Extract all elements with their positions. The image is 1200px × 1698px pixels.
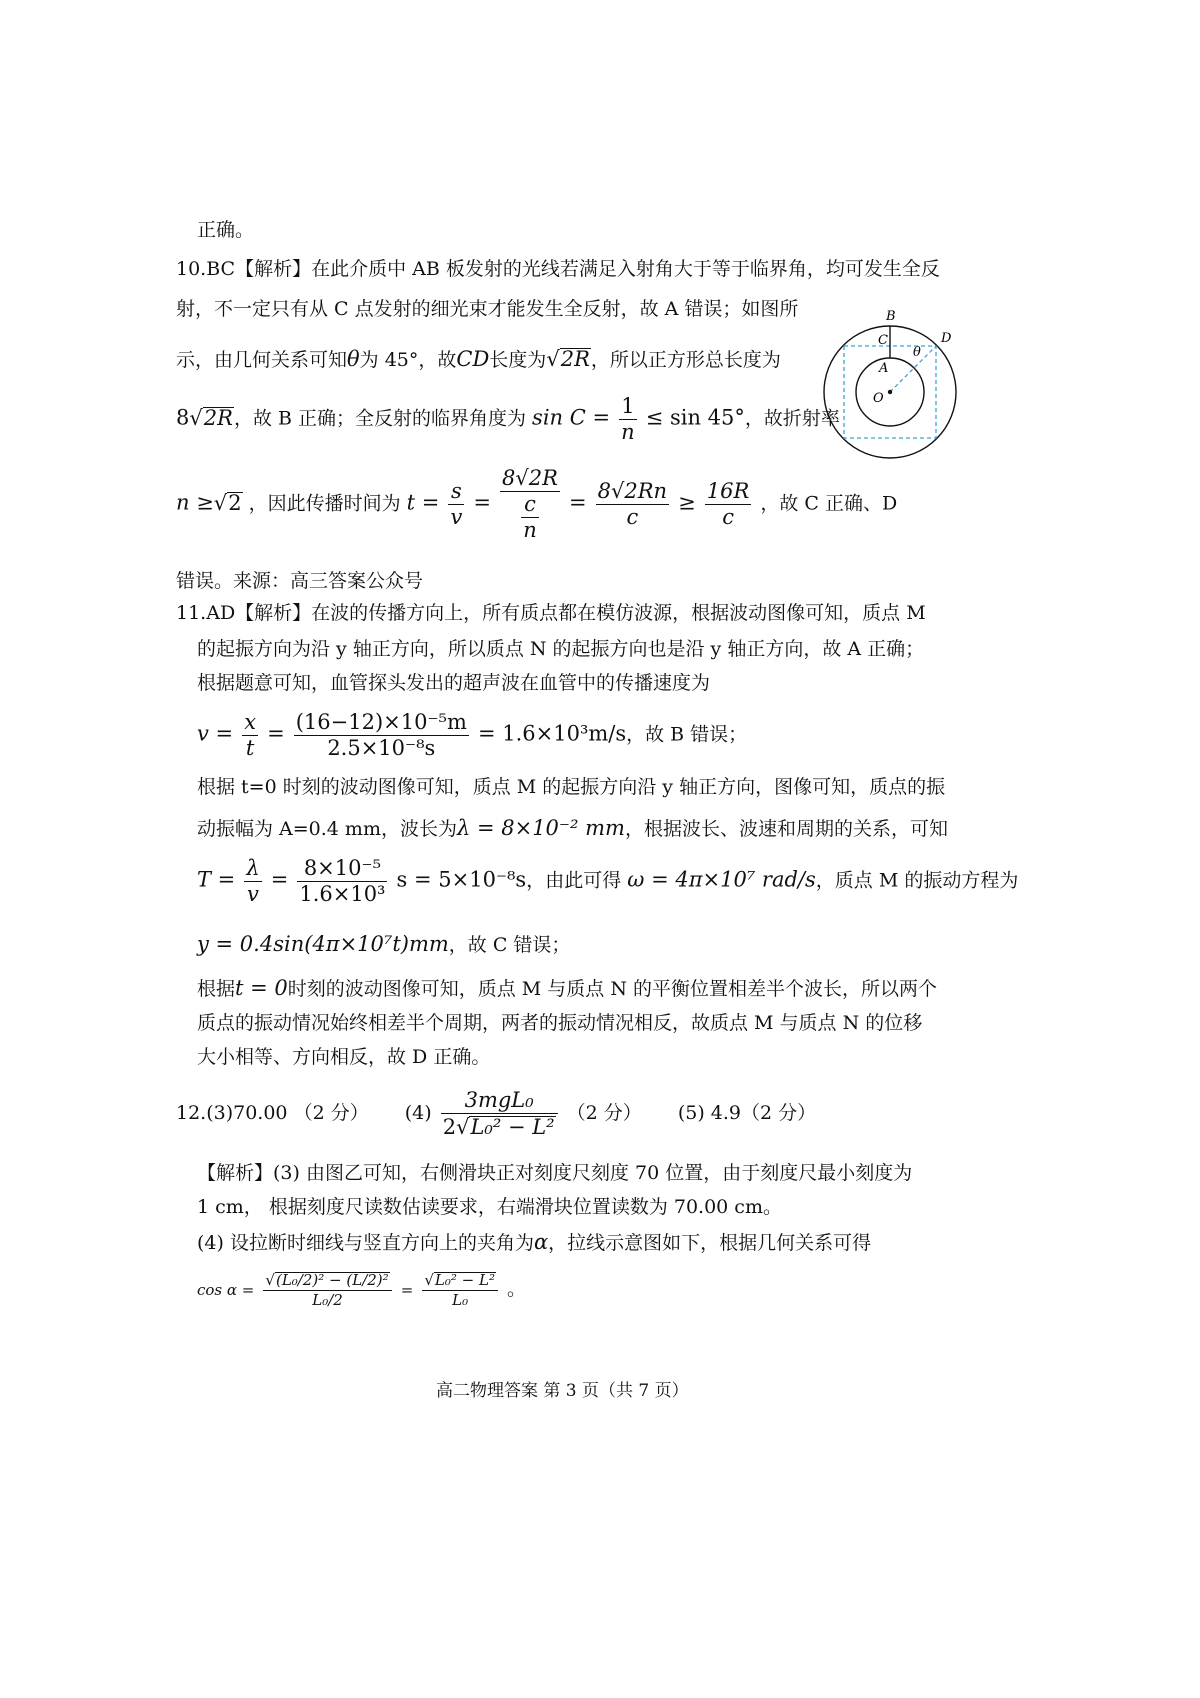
text-line: 【解析】(3) 由图乙可知，右侧滑块正对刻度尺刻度 70 位置，由于刻度尺最小刻度为 bbox=[197, 1162, 913, 1184]
text-line: 动振幅为 A=0.4 mm，波长为λ = 8×10⁻² mm，根据波长、波速和周期的关系，可知 bbox=[197, 816, 948, 840]
question-11-line: 11.AD【解析】在波的传播方向上，所有质点都在模仿波源，根据波动图像可知，质点 M bbox=[176, 602, 926, 624]
text-line: 根据 t=0 时刻的波动图像可知，质点 M 的起振方向沿 y 轴正方向，图像可知，质点的振 bbox=[197, 776, 946, 798]
text-line: 大小相等、方向相反，故 D 正确。 bbox=[197, 1046, 491, 1068]
label-o: O bbox=[873, 391, 884, 406]
text-line: 的起振方向为沿 y 轴正方向，所以质点 N 的起振方向也是沿 y 轴正方向，故 A 正确； bbox=[197, 638, 925, 660]
text-line: 根据题意可知，血管探头发出的超声波在血管中的传播速度为 bbox=[197, 672, 711, 694]
formula-line: n ≥√2 ，因此传播时间为 t = $\frac{s}{v}$ = $\frac{8√2R}{\frac{c}{n}}$ = $\frac{8√2Rn}{c}$ ≥ $\frac{16R}{c}$ ，故 C 正确、D bbox=[176, 466, 898, 542]
question-10-line: 10.BC【解析】在此介质中 AB 板发射的光线若满足入射角大于等于临界角，均可发生全反 bbox=[176, 258, 940, 280]
formula-line: T = $\frac{\lambda}{v}$ = $\frac{\text{8×10⁻⁵}}{\text{1.6×10³}}$ s = 5×10⁻⁸s，由此可得 ω = 4π×10⁷ rad/s，质点 M 的振动方程为 bbox=[197, 856, 1019, 906]
label-b: B bbox=[886, 309, 896, 324]
formula-line: y = 0.4sin(4π×10⁷t)mm，故 C 错误； bbox=[197, 932, 571, 956]
label-d: D bbox=[941, 331, 952, 346]
label-c: C bbox=[878, 333, 888, 348]
text-line: 正确。 bbox=[197, 219, 255, 241]
label-theta: θ bbox=[913, 345, 921, 360]
question-12-line: 12.(3)70.00 （2 分） (4) $\frac{\text{3mgL₀}}{\text{2√L₀² − L²}}$ （2 分） (5) 4.9（2 分） bbox=[176, 1088, 817, 1139]
text-line: (4) 设拉断时细线与竖直方向上的夹角为α，拉线示意图如下，根据几何关系可得 bbox=[197, 1230, 872, 1254]
text-line: 射，不一定只有从 C 点发射的细光束才能发生全反射，故 A 错误；如图所 bbox=[176, 298, 799, 320]
text-line: 1 cm， 根据刻度尺读数估读要求，右端滑块位置读数为 70.00 cm。 bbox=[197, 1196, 782, 1218]
formula-line: v = $\frac{x}{t}$ = $\frac{\text{(16−12)×10⁻⁵m}}{\text{2.5×10⁻⁸s}}$ = 1.6×10³m/s，故 B 错误； bbox=[197, 710, 748, 760]
formula-line: cos α = $\frac{\text{√(L₀/2)² − (L/2)²}}{\text{L₀/2}}$ = $\frac{\text{√L₀² − L²}}{\text{L₀}}$ 。 bbox=[197, 1271, 527, 1309]
circle-diagram bbox=[822, 300, 962, 460]
text-line: 示，由几何关系可知θ为 45°，故CD长度为√2R，所以正方形总长度为 bbox=[176, 347, 781, 371]
page-footer: 高二物理答案 第 3 页（共 7 页） bbox=[436, 1381, 689, 1401]
text-line: 8√2R，故 B 正确；全反射的临界角度为 sin C = $\frac{1}{n}$ ≤ sin 45°，故折射率 bbox=[176, 394, 840, 444]
text-line: 错误。来源：高三答案公众号 bbox=[176, 570, 424, 592]
label-a: A bbox=[879, 361, 889, 376]
text-line: 质点的振动情况始终相差半个周期，两者的振动情况相反，故质点 M 与质点 N 的位移 bbox=[197, 1012, 923, 1034]
text-line: 根据t = 0时刻的波动图像可知，质点 M 与质点 N 的平衡位置相差半个波长，所以两个 bbox=[197, 976, 938, 1000]
